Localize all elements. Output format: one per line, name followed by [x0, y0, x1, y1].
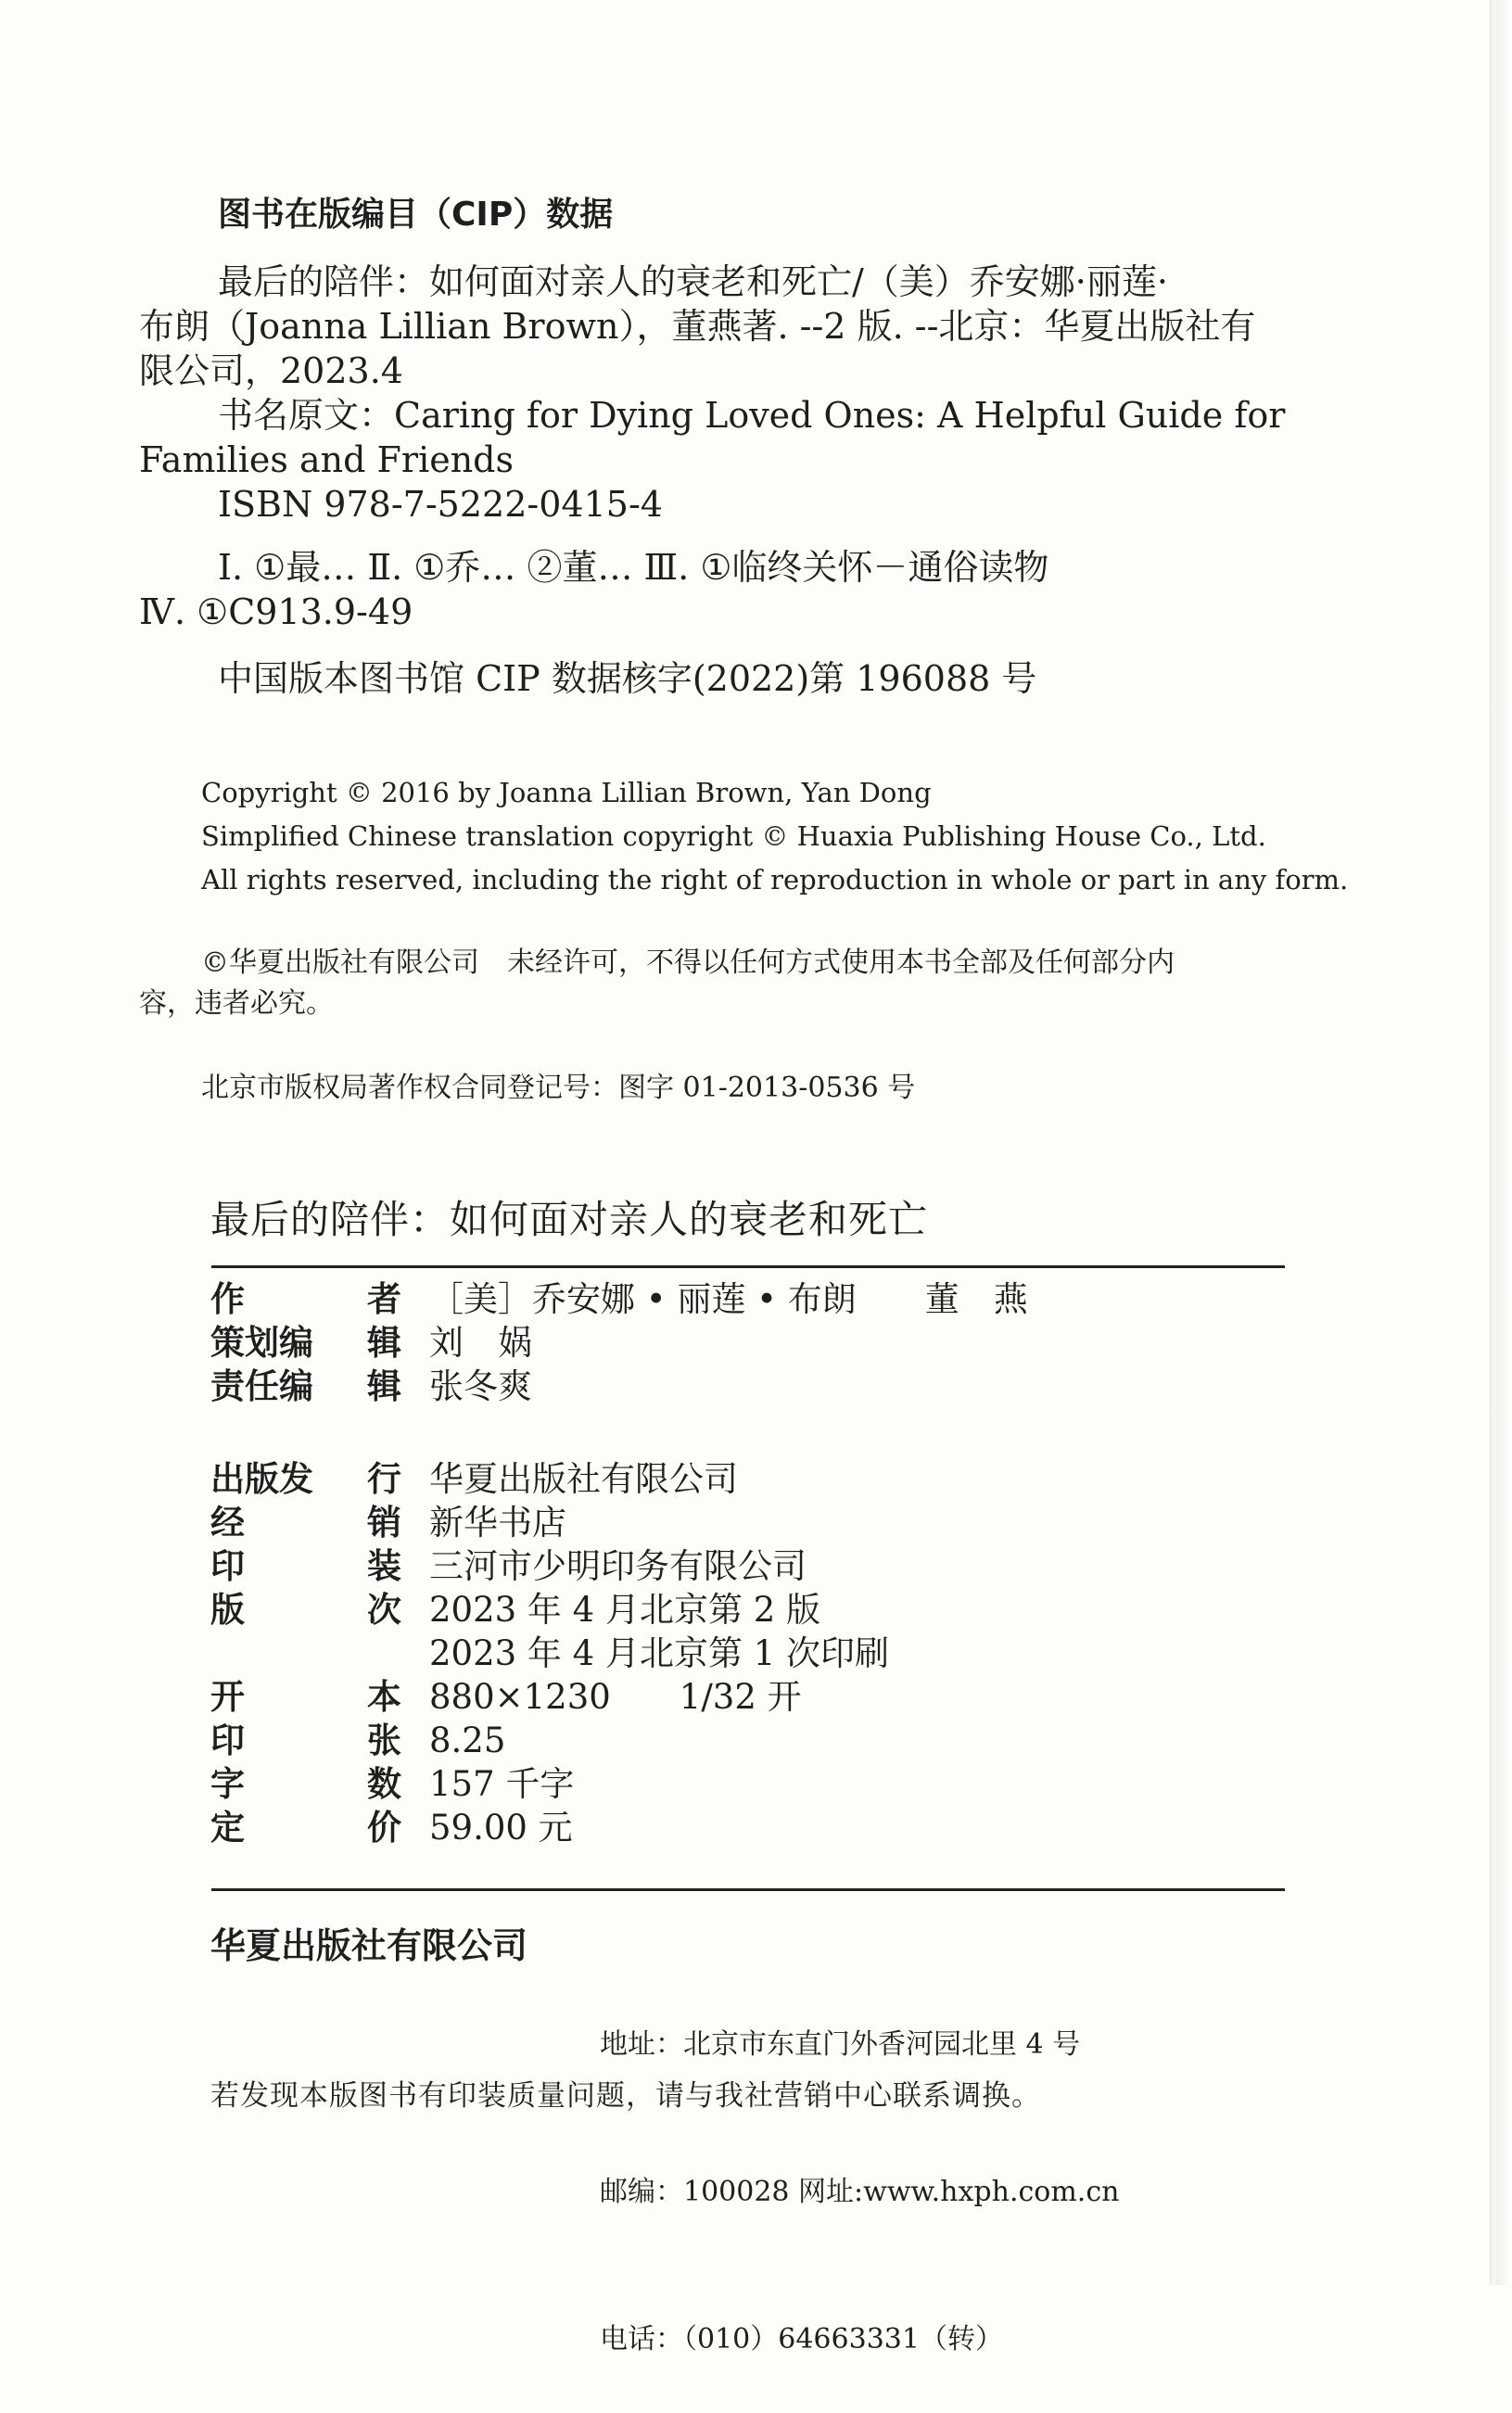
publishing-row: 2023 年 4 月北京第 1 次印刷 — [429, 1633, 890, 1673]
publishing-row: 出版发 行 华夏出版社有限公司 — [210, 1459, 738, 1499]
credit-row: 责任编 辑 张冬爽 — [210, 1366, 532, 1406]
cip-block — [139, 260, 1298, 701]
publishing-row: 印 张 8.25 — [210, 1721, 506, 1760]
credit-row: 作 者 ［美］乔安娜 • 丽莲 • 布朗 董 燕 — [210, 1279, 1028, 1319]
publishing-row: 版 次 2023 年 4 月北京第 2 版 — [210, 1590, 821, 1630]
credit-row: 策划编 辑 刘 娲 — [210, 1323, 532, 1363]
copyright-line: All rights reserved, including the right of reproduction in whole or part in any form. — [201, 864, 1349, 895]
publisher-postcode-website: 邮编：100028 网址:www.hxph.com.cn — [600, 2176, 1120, 2208]
credits-table — [210, 1277, 1028, 1408]
cip-classification: Ⅰ. ①最… Ⅱ. ①乔… ②董… Ⅲ. ①临终关怀－通俗读物 — [218, 547, 1049, 588]
cip-line: Families and Friends — [139, 439, 515, 480]
publisher-address: 地址：北京市东直门外香河园北里 4 号 — [600, 2028, 1081, 2061]
divider — [211, 1265, 1285, 1268]
cip-heading: 图书在版编目（CIP）数据 — [218, 196, 614, 234]
publishing-row: 字 数 157 千字 — [210, 1764, 575, 1804]
copyright-block — [201, 771, 1348, 902]
cip-data-number: 中国版本图书馆 CIP 数据核字(2022)第 196088 号 — [218, 658, 1037, 699]
publishing-row: 印 装 三河市少明印务有限公司 — [210, 1546, 807, 1586]
cip-line: 限公司，2023.4 — [139, 350, 403, 391]
book-title: 最后的陪伴：如何面对亲人的衰老和死亡 — [210, 1197, 929, 1242]
registration-number: 北京市版权局著作权合同登记号：图字 01-2013-0536 号 — [201, 1072, 916, 1104]
page-edge-line — [1490, 0, 1492, 2285]
copyright-line: Simplified Chinese translation copyright © Huaxia Publishing House Co., Ltd. — [201, 820, 1266, 852]
cip-line: 最后的陪伴：如何面对亲人的衰老和死亡/（美）乔安娜·丽莲· — [218, 261, 1168, 302]
publisher-phone: 电话：（010）64663331（转） — [600, 2323, 1003, 2356]
quality-notice: 若发现本版图书有印装质量问题，请与我社营销中心联系调换。 — [210, 2079, 1041, 2113]
publishing-table — [210, 1457, 889, 1849]
publisher-name: 华夏出版社有限公司 — [210, 1925, 528, 1966]
copyright-line: Copyright © 2016 by Joanna Lillian Brown, Yan Dong — [201, 777, 932, 808]
publisher-contact — [600, 1922, 1119, 2413]
cip-isbn: ISBN 978-7-5222-0415-4 — [218, 484, 663, 525]
cip-classification: Ⅳ. ①C913.9-49 — [139, 591, 413, 632]
cip-line: 布朗（Joanna Lillian Brown），董燕著. --2 版. --北京：华夏出版社有 — [139, 306, 1256, 347]
publishing-row: 定 价 59.00 元 — [210, 1808, 573, 1848]
cip-line: 书名原文：Caring for Dying Loved Ones: A Helpful Guide for — [218, 395, 1286, 436]
publishing-row: 经 销 新华书店 — [210, 1503, 566, 1543]
rights-notice — [139, 943, 1298, 1024]
publishing-row: 开 本 880×1230 1/32 开 — [210, 1677, 802, 1717]
notice-line: ©华夏出版社有限公司 未经许可，不得以任何方式使用本书全部及任何部分内 — [201, 946, 1175, 979]
notice-line: 容，违者必究。 — [139, 987, 334, 1020]
divider — [211, 1888, 1285, 1891]
